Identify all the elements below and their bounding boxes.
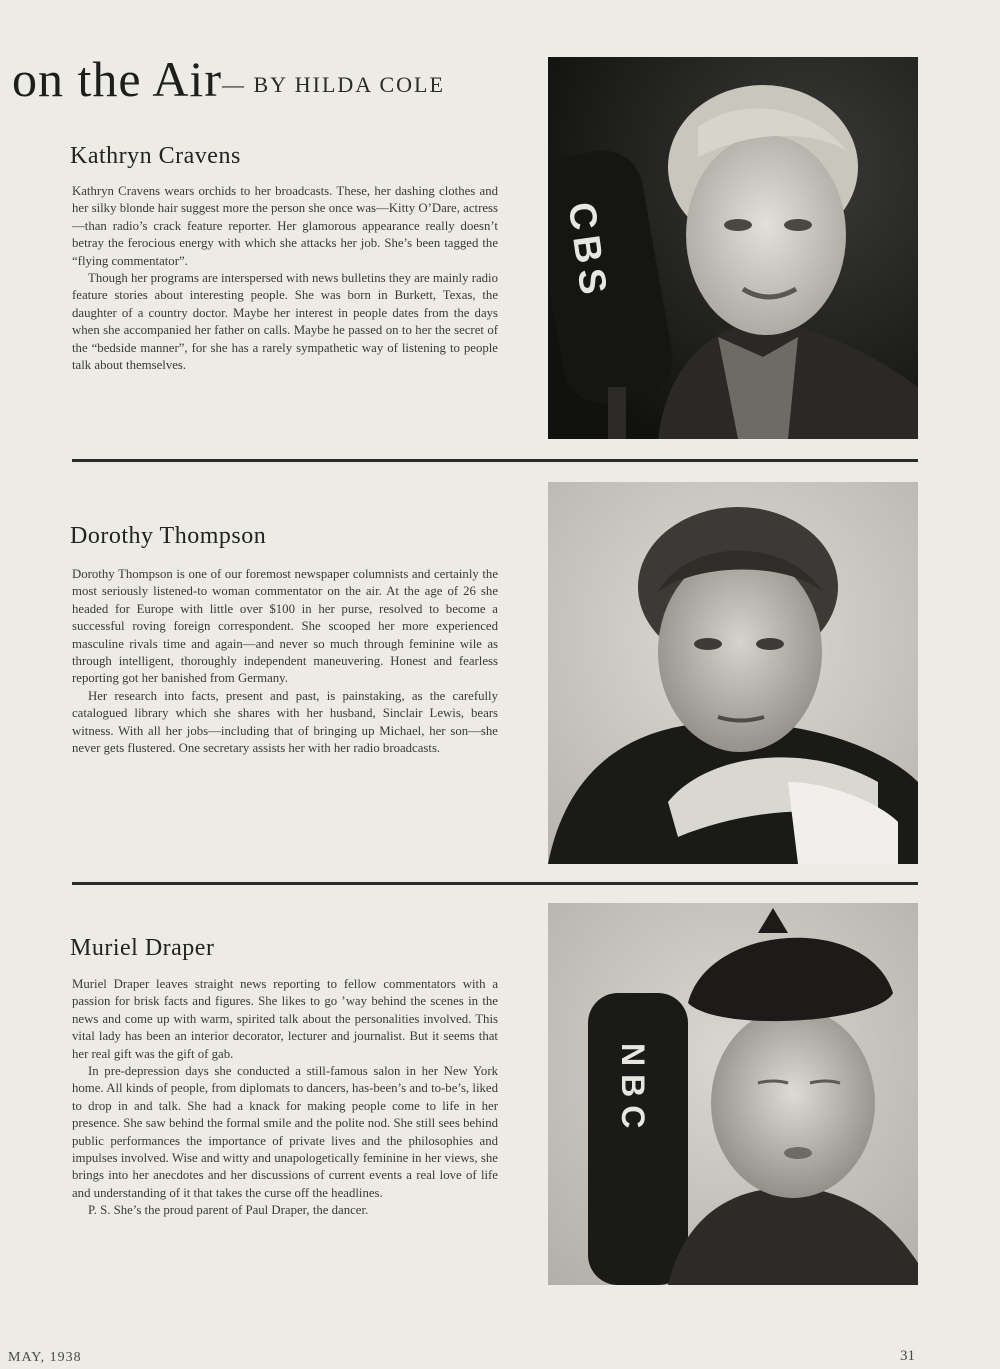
paragraph: Though her programs are interspersed with news bulletins they are mainly radio feature stories about interesting people. She was born in Burkett, Texas, the daughter of a country doctor. Maybe her interest in people dates from the days when she accompanied her father on calls. Maybe he passed on to her the secret of the “bedside manner”, for she has a rarely sympathetic way of listening to people talk about themselves.: [72, 271, 498, 373]
section-body: [72, 183, 498, 374]
section-divider: [72, 882, 918, 885]
section-body: [72, 976, 498, 1220]
section-name: Dorothy Thompson: [70, 523, 267, 549]
portrait-photo: [548, 482, 918, 864]
paragraph: P. S. She’s the proud parent of Paul Draper, the dancer.: [88, 1203, 369, 1218]
portrait-photo: [548, 903, 918, 1285]
section-divider: [72, 459, 918, 462]
page-title: on the Air— BY HILDA COLE: [12, 51, 445, 107]
mic-label: CBS: [559, 199, 615, 303]
issue-date: MAY, 1938: [8, 1350, 82, 1365]
paragraph: Muriel Draper leaves straight news reporting to fellow commentators with a passion for brisk facts and figures. She likes to go ’way behind the scenes in the news and come up with warm, spirited talk about the personalities involved. This vital lady has been an interior decorator, lecturer and journalist. But it seems that her real gift was the gift of gab.: [72, 977, 498, 1061]
portrait-photo: [548, 57, 918, 439]
paragraph: Her research into facts, present and past, is painstaking, as the carefully catalogued library which she shares with her husband, Sinclair Lewis, bears witness. With all her jobs—including that of bringing up Michael, her son—she never gets flustered. One secretary assists her with her radio broadcasts.: [72, 688, 498, 756]
page-number: 31: [900, 1348, 915, 1364]
section-body: [72, 566, 498, 757]
section-name: Kathryn Cravens: [70, 143, 241, 169]
paragraph: In pre-depression days she conducted a still-famous salon in her New York home. All kinds of people, from diplomats to dancers, has-been’s and to-be’s, liked to drop in and talk. She had a knack for making people come to life in her presence. She saw behind the formal smile and the polite nod. She still sees behind public performances the importance of private lives and the philosophies and impulses involved. Wise and witty and unapologetically feminine in her views, she brings into her anecdotes and her discussions of current events a real love of life and understanding of it that takes the curse off the headlines.: [72, 1064, 498, 1200]
section-name: Muriel Draper: [70, 935, 215, 961]
byline: — BY HILDA COLE: [221, 72, 445, 97]
mic-label: NBC: [615, 1043, 651, 1137]
paragraph: Dorothy Thompson is one of our foremost newspaper columnists and certainly the most seriously listened-to woman commentator on the air. At the age of 26 she headed for Europe with little over $100 in her purse, resolved to become a successful roving foreign correspondent. She scooped her more experienced masculine rivals time and again—and never so much through feminine wile as through intelligent, thoroughly independent maneuvering. Honest and fearless reporting got her banished from Germany.: [72, 567, 498, 686]
paragraph: Kathryn Cravens wears orchids to her broadcasts. These, her dashing clothes and her silky blonde hair suggest more the person she once was—Kitty O’Dare, actress—than radio’s crack feature reporter. Her glamorous appearance really doesn’t betray the ferocious energy with which she attacks her job. She’s been tagged the “flying commentator”.: [72, 184, 498, 268]
